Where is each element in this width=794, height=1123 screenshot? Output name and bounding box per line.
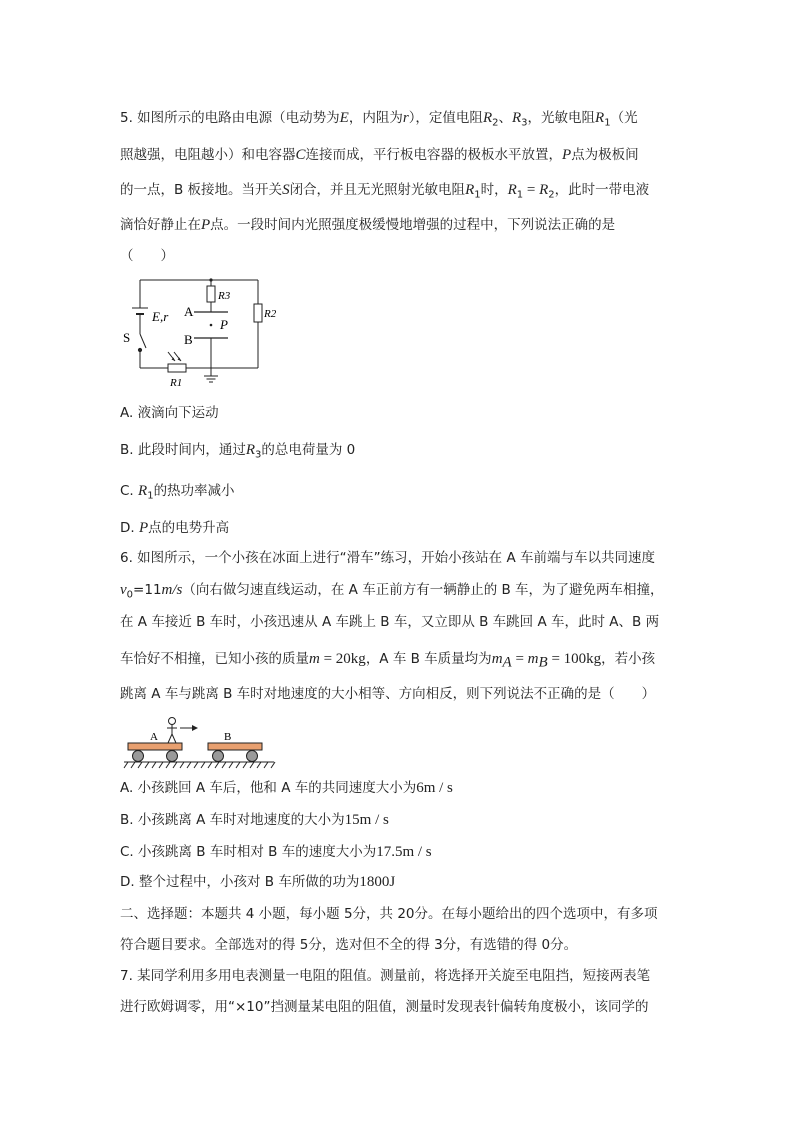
label-r1: R1 [170, 377, 183, 389]
q5-line-3: 的一点，B 板接地。当开关S闭合，并且无光照射光敏电阻$R_1$时，$R_1 = R_2$，此时一带电液 [120, 182, 650, 201]
label-p: P [220, 317, 228, 332]
cart-a [128, 743, 182, 750]
cart-b-label: B [224, 731, 232, 743]
switch-contact [138, 348, 141, 351]
q6-option-d: D. 整个过程中，小孩对 B 车所做的功为1800J [120, 874, 396, 890]
point-p [210, 324, 213, 327]
q5-option-b: B. 此段时间内，通过$R_3$的总电荷量为 0 [120, 442, 356, 461]
carts-diagram [118, 710, 278, 772]
label-r3: R3 [218, 290, 231, 302]
r2-resistor [254, 304, 262, 322]
cart-b-wheel-left [213, 751, 224, 762]
cart-a-wheel-left [133, 751, 144, 762]
label-a: A [184, 304, 194, 319]
q5-line-5: （ ） [120, 248, 174, 264]
cart-a-label: A [150, 731, 158, 743]
q6-line-3: 在 A 车接近 B 车时，小孩迅速从 A 车跳上 B 车，又立即从 B 车跳回 A 车，此时 A、B 两 [120, 614, 660, 630]
r1-photoresistor [168, 364, 186, 372]
q5-option-a: A. 液滴向下运动 [120, 405, 219, 421]
q6-option-a: A. 小孩跳回 A 车后，他和 A 车的共同速度大小为6m / s [120, 780, 453, 796]
circuit-diagram [118, 272, 277, 392]
q6-line-4: 车恰好不相撞，已知小孩的质量m = 20kg，A 车 B 车质量均为$m_A = m_B = 100kg$，若小孩 [120, 651, 656, 671]
section2-line-2: 符合题目要求。全部选对的得 5分，选对但不全的得 3分，有选错的得 0分。 [120, 937, 578, 953]
q7-line-2: 进行欧姆调零，用“×10”挡测量某电阻的阻值，测量时发现表针偏转角度极小，该同学的 [120, 999, 649, 1015]
ground-hatching [124, 762, 275, 768]
label-er: E,r [152, 309, 169, 324]
cart-b [208, 743, 262, 750]
child-figure [167, 718, 177, 744]
q5-line-1: 5. 如图所示的电路由电源（电动势为E，内阻为r），定值电阻$R_2$、$R_3$，光敏电阻$R_1$（光 [120, 110, 638, 129]
cart-a-wheel-right [167, 751, 178, 762]
label-b: B [184, 332, 193, 347]
q5-line-4: 滴恰好静止在P点。一段时间内光照强度极缓慢地增强的过程中，下列说法正确的是 [120, 217, 616, 233]
q5-option-c: C. $R_1$的热功率减小 [120, 483, 235, 502]
cart-b-wheel-right [247, 751, 258, 762]
q6-line-1: 6. 如图所示，一个小孩在冰面上进行“滑车”练习，开始小孩站在 A 车前端与车以共同速度 [120, 550, 655, 566]
q6-line-2: $v_0=11m/s$（向右做匀速直线运动，在 A 车正前方有一辆静止的 B 车，为了避免两车相撞， [120, 582, 664, 601]
q6-line-5: 跳离 A 车与跳离 B 车时对地速度的大小相等、方向相反，则下列说法不正确的是（ ） [120, 686, 656, 702]
q6-option-c: C. 小孩跳离 B 车时相对 B 车的速度大小为17.5m / s [120, 844, 432, 860]
q5-option-d: D. P点的电势升高 [120, 520, 230, 536]
q6-option-b: B. 小孩跳离 A 车时对地速度的大小为15m / s [120, 812, 389, 828]
section2-line-1: 二、选择题：本题共 4 小题，每小题 5分，共 20分。在每小题给出的四个选项中，有多项 [120, 906, 658, 922]
r3-resistor [207, 286, 215, 302]
label-s: S [123, 330, 131, 345]
q5-line-2: 照越强，电阻越小）和电容器C连接而成，平行板电容器的极板水平放置，P点为极板间 [120, 147, 639, 163]
label-r2: R2 [264, 308, 277, 320]
q7-line-1: 7. 某同学利用多用电表测量一电阻的阻值。测量前，将选择开关旋至电阻挡，短接两表笔 [120, 968, 651, 984]
switch-blade [140, 334, 146, 348]
